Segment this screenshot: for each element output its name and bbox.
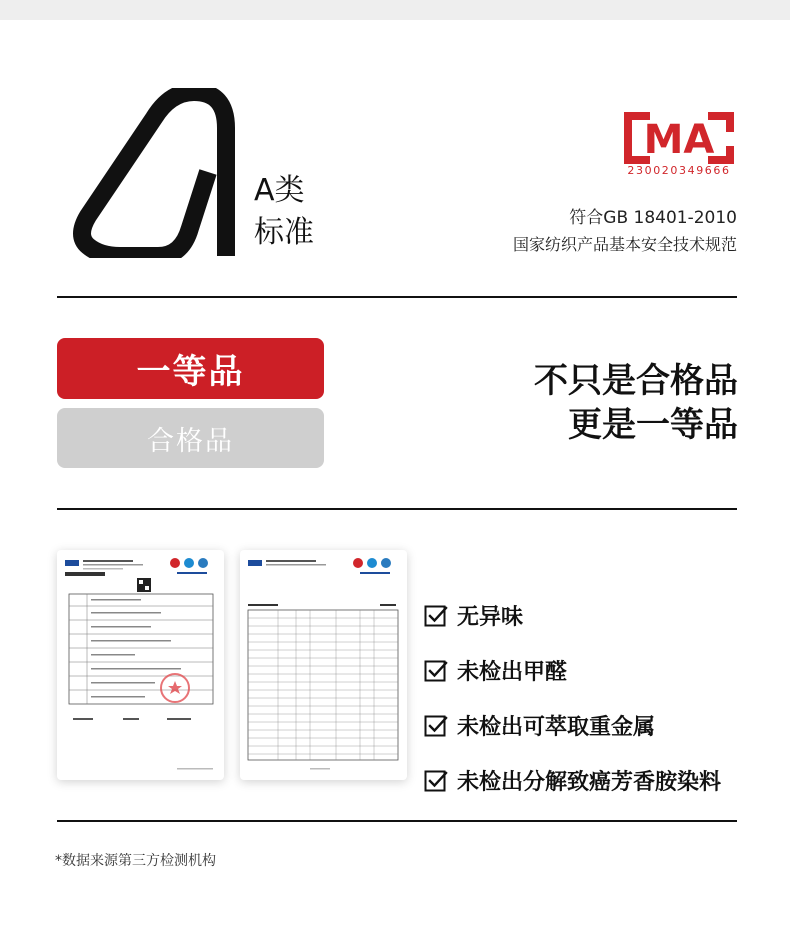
checkbox-checked-icon [424, 604, 448, 628]
class-a-label [254, 170, 314, 254]
source-footnote: *数据来源第三方检测机构 [55, 853, 216, 869]
check-item-no-azo-dyes [424, 753, 721, 808]
check-label: 未检出甲醛 [457, 660, 568, 685]
check-label: 未检出可萃取重金属 [457, 715, 656, 740]
check-label: 无异味 [457, 605, 524, 630]
slogan-line1: 不只是合格品 [534, 361, 738, 401]
class-label-line1: A类 [254, 173, 305, 208]
report-document-icon [57, 550, 224, 780]
class-label-line2: 标准 [254, 215, 314, 250]
class-a-logo-icon [58, 88, 248, 258]
check-item-no-formaldehyde [424, 643, 721, 698]
check-item-no-odor [424, 588, 721, 643]
divider-1 [57, 296, 737, 298]
checkbox-checked-icon [424, 659, 448, 683]
test-report-image-2 [240, 550, 407, 780]
check-item-no-heavy-metals [424, 698, 721, 753]
divider-2 [57, 508, 737, 510]
report-table-icon [240, 550, 407, 780]
slogan-line2: 更是一等品 [568, 405, 738, 445]
cma-number: 230020349666 [627, 164, 731, 177]
standard-code: 符合GB 18401-2010 [569, 208, 737, 228]
top-bar [0, 0, 790, 20]
grade-qualified-badge: 合格品 [57, 408, 324, 468]
check-label: 未检出分解致癌芳香胺染料 [457, 770, 722, 795]
checkbox-checked-icon [424, 769, 448, 793]
check-list [424, 588, 721, 808]
cma-text: MA [643, 117, 715, 163]
checkbox-checked-icon [424, 714, 448, 738]
standard-name: 国家纺织产品基本安全技术规范 [512, 235, 737, 254]
grade-first-class-badge: 一等品 [57, 338, 324, 399]
grade-slogan [534, 359, 738, 447]
divider-3 [57, 820, 737, 822]
test-report-image-1 [57, 550, 224, 780]
